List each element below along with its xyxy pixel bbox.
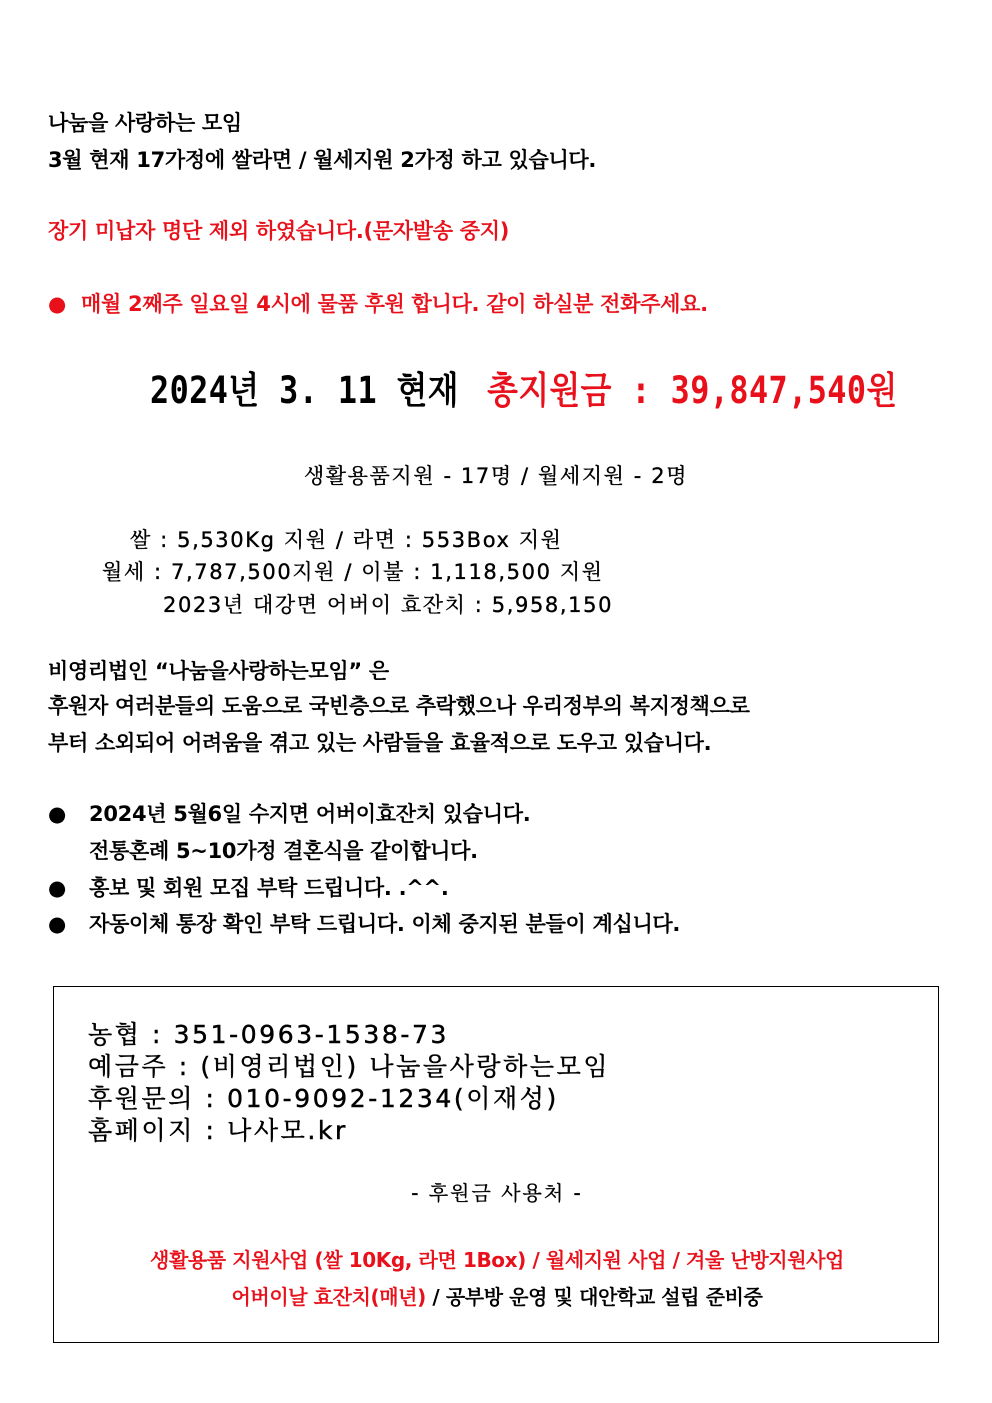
usage-line-2-black: / 공부방 운영 및 대안학교 설립 준비중 (425, 1285, 763, 1309)
homepage-info: 홈페이지 : 나사모.kr (88, 1116, 348, 1145)
total-label: 총지원금 : (487, 369, 652, 412)
usage-line-2-red: 어버이날 효잔치(매년) (231, 1285, 426, 1309)
about-line-2: 후원자 여러분들의 도움으로 국빈층으로 추락했으나 우리정부의 복지정책으로 (48, 694, 750, 718)
bullet-icon: ● (48, 912, 67, 936)
about-line-3: 부터 소외되어 어려움을 겪고 있는 사람들을 효율적으로 도우고 있습니다. (48, 731, 712, 755)
headline-date: 2024년 3. 11 현재 (150, 369, 459, 412)
bullet-item (48, 872, 449, 902)
current-status-line: 3월 현재 17가정에 쌀라면 / 월세지원 2가정 하고 있습니다. (48, 148, 597, 172)
rice-ramen-stats: 쌀 : 5,530Kg 지원 / 라면 : 553Box 지원 (130, 528, 563, 552)
bullet-item (48, 908, 680, 938)
bullet-text: 자동이체 통장 확인 부탁 드립니다. 이체 중지된 분들이 계십니다. (89, 912, 681, 936)
usage-title: - 후원금 사용처 - (411, 1181, 583, 1205)
account-info-box (53, 986, 939, 1343)
bullet-item (48, 798, 530, 828)
support-counts: 생활용품지원 - 17명 / 월세지원 - 2명 (303, 464, 689, 488)
bank-account: 농협 : 351-0963-1538-73 (88, 1020, 450, 1049)
bullet-text: 2024년 5월6일 수지면 어버이효잔치 있습니다. (89, 802, 531, 826)
donation-notice (48, 288, 708, 318)
usage-line-1: 생활용품 지원사업 (쌀 10Kg, 라면 1Box) / 월세지원 사업 / 겨울 난방지원사업 (150, 1248, 844, 1272)
notice-line: 장기 미납자 명단 제외 하였습니다.(문자발송 중지) (48, 219, 510, 243)
account-holder: 예금주 : (비영리법인) 나눔을사랑하는모임 (88, 1052, 611, 1081)
parents-event-stats: 2023년 대강면 어버이 효잔치 : 5,958,150 (163, 593, 614, 617)
usage-line-2 (54, 1281, 940, 1310)
org-name-line: 나눔을 사랑하는 모임 (48, 111, 242, 135)
bullet-icon: ● (48, 802, 67, 826)
bullet-item (48, 835, 478, 865)
about-line-1: 비영리법인 “나눔을사랑하는모임” 은 (48, 659, 389, 683)
bullet-text: 홍보 및 회원 모집 부탁 드립니다. .^^. (89, 876, 449, 900)
rent-blanket-stats: 월세 : 7,787,500지원 / 이불 : 1,118,500 지원 (102, 560, 604, 584)
donation-text: 매월 2째주 일요일 4시에 물품 후원 합니다. 같이 하실분 전화주세요. (81, 292, 708, 316)
headline-total (150, 360, 898, 414)
bullet-icon: ● (48, 292, 67, 316)
total-value: 39,847,540원 (670, 369, 898, 412)
bullet-icon: ● (48, 876, 67, 900)
bullet-text: 전통혼례 5~10가정 결혼식을 같이합니다. (89, 839, 478, 863)
contact-info: 후원문의 : 010-9092-1234(이재성) (88, 1084, 559, 1113)
